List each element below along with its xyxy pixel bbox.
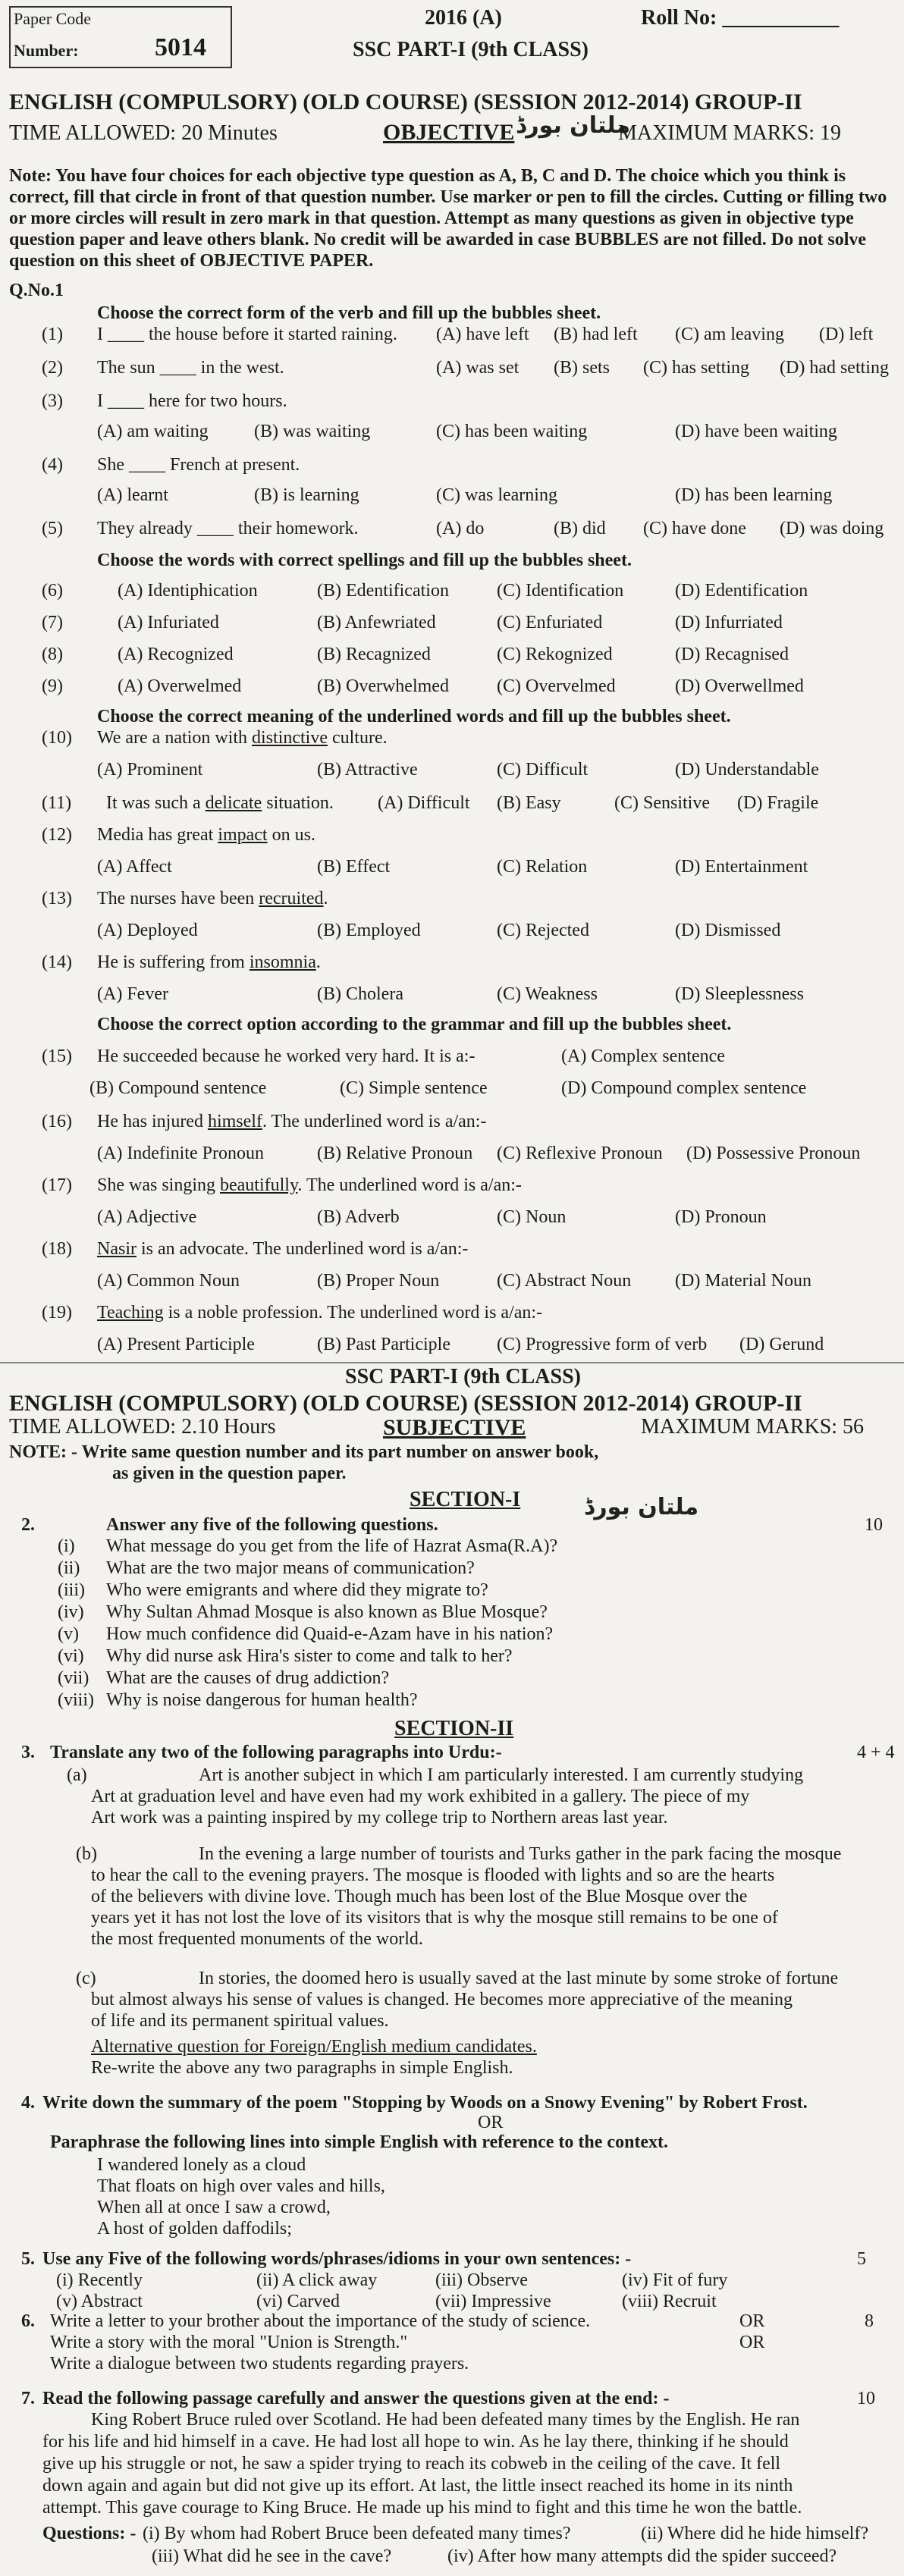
paragraph-b-line: years yet it has not lost the love of its visitors that is why the mosque still remains to be one of (91, 1908, 778, 1928)
q3-heading: Translate any two of the following paragraphs into Urdu:- (50, 1743, 502, 1762)
q6-or-2: OR (739, 2333, 765, 2352)
option-c: (C) Weakness (497, 984, 598, 1004)
option-a: (A) Recognized (118, 645, 234, 664)
instruction-grammar: Choose the correct option according to the grammar and fill up the bubbles sheet. (97, 1015, 732, 1034)
question-number-label: (17) (42, 1175, 72, 1195)
paper-code-label: Paper Code (14, 9, 92, 28)
option-c: (C) was learning (436, 485, 557, 505)
option-c: (C) Relation (497, 857, 588, 877)
q5-word: (ii) A click away (256, 2270, 378, 2290)
subjective-heading: SUBJECTIVE (383, 1415, 526, 1440)
option-b: (B) is learning (254, 485, 359, 505)
q5-marks: 5 (857, 2249, 866, 2269)
option-b: (B) Overwhelmed (317, 676, 449, 696)
q7-question-1: (i) By whom had Robert Bruce been defeated many times? (143, 2524, 571, 2543)
q5-word: (v) Abstract (56, 2292, 143, 2311)
option-a: (A) Indefinite Pronoun (97, 1144, 264, 1163)
question-number-label: (14) (42, 952, 72, 972)
option-d: (D) was doing (780, 519, 884, 538)
question-number-label: (16) (42, 1112, 72, 1131)
objective-heading: OBJECTIVE (383, 120, 515, 145)
option-c: (C) Noun (497, 1207, 567, 1227)
option-a: (A) do (436, 519, 485, 538)
paragraph-c-line: of life and its permanent spiritual values. (91, 2011, 389, 2031)
question-text: I ____ the house before it started raining. (97, 325, 397, 344)
q7-questions-label: Questions: - (42, 2524, 137, 2543)
paper-year: 2016 (A) (425, 6, 502, 30)
section-1-heading: SECTION-I (410, 1488, 521, 1511)
paragraph-c-label: (c) (76, 1969, 96, 1988)
q6-number: 6. (21, 2311, 35, 2331)
question-text: Media has great impact on us. (97, 825, 315, 845)
question-number-label: (9) (42, 676, 63, 696)
option-b: (B) had left (554, 325, 638, 344)
q3-number: 3. (21, 1743, 35, 1762)
objective-marks: MAXIMUM MARKS: 19 (618, 121, 842, 145)
poem-line: That floats on high over vales and hills, (97, 2176, 385, 2196)
option-b: (B) Past Participle (317, 1335, 450, 1354)
q2-item-text: Why did nurse ask Hira's sister to come and talk to her? (106, 1646, 513, 1666)
poem-line: A host of golden daffodils; (97, 2219, 292, 2239)
q6-marks: 8 (865, 2311, 874, 2331)
option-c: (C) Progressive form of verb (497, 1335, 708, 1354)
paragraph-a-line: Art work was a painting inspired by my college trip to Northern areas last year. (91, 1808, 668, 1828)
q5-word: (viii) Recruit (622, 2292, 717, 2311)
option-b: (B) Cholera (317, 984, 403, 1004)
q4-number: 4. (21, 2093, 35, 2113)
option-a: (A) Affect (97, 857, 172, 877)
option-b: (B) Easy (497, 793, 561, 813)
q5-heading: Use any Five of the following words/phrases/idioms in your own sentences: - (42, 2249, 632, 2269)
option-b: (B) did (554, 519, 606, 538)
instruction-verb-form: Choose the correct form of the verb and fill up the bubbles sheet. (97, 303, 601, 323)
question-number-label: (5) (42, 519, 63, 538)
question-number-label: (11) (42, 793, 72, 813)
q2-item-number: (iv) (58, 1602, 84, 1622)
question-text: She ____ French at present. (97, 455, 300, 475)
class-title: SSC PART-I (9th CLASS) (353, 38, 589, 61)
option-c: (C) Sensitive (614, 793, 710, 813)
option-c: (C) Reflexive Pronoun (497, 1144, 663, 1163)
q7-passage-line: down again and again but did not give up its effort. At last, the little insect reached its home in its ninth (42, 2476, 793, 2496)
question-text: He succeeded because he worked very hard. It is a:- (97, 1046, 476, 1066)
q2-item-number: (v) (58, 1624, 79, 1644)
option-d: (D) Material Noun (675, 1271, 811, 1291)
question-number-label: (4) (42, 455, 63, 475)
option-d: (D) Edentification (675, 581, 808, 601)
q7-question-4: (iv) After how many attempts did the spider succeed? (447, 2546, 837, 2566)
question-number-label: (8) (42, 645, 63, 664)
option-b: (B) Anfewriated (317, 613, 436, 632)
objective-board-stamp: ملتان بورڈ (516, 112, 631, 139)
q2-item-number: (iii) (58, 1580, 85, 1600)
subjective-note-line2: as given in the question paper. (112, 1464, 347, 1483)
option-d: (D) Understandable (675, 760, 819, 780)
paragraph-b-line: In the evening a large number of tourists and Turks gather in the park facing the mosque (199, 1844, 842, 1864)
q2-number: 2. (21, 1515, 35, 1535)
paragraph-a-line: Art at graduation level and have even had my work exhibited in a gallery. The piece of my (91, 1787, 750, 1806)
q2-item-text: Why is noise dangerous for human health? (106, 1690, 418, 1710)
question-number-label: (12) (42, 825, 72, 845)
option-a: (A) am waiting (97, 422, 209, 441)
question-text: Nasir is an advocate. The underlined word is a/an:- (97, 1239, 469, 1259)
q2-item-text: Who were emigrants and where did they migrate to? (106, 1580, 488, 1600)
subjective-marks: MAXIMUM MARKS: 56 (641, 1415, 865, 1439)
question-number-label: (10) (42, 728, 72, 748)
q2-item-number: (vii) (58, 1668, 89, 1688)
q6-dialogue-option: Write a dialogue between two students regarding prayers. (50, 2354, 469, 2374)
poem-line: I wandered lonely as a cloud (97, 2155, 306, 2175)
paragraph-b-line: of the believers with divine love. Though much has been lost of the Blue Mosque over the (91, 1887, 748, 1906)
option-d: (D) had setting (780, 358, 889, 378)
q4-heading: Write down the summary of the poem "Stopping by Woods on a Snowy Evening" by Robert Frost. (42, 2093, 808, 2113)
q2-item-number: (i) (58, 1536, 75, 1556)
option-d: (D) Dismissed (675, 921, 781, 940)
question-number-label: (13) (42, 889, 72, 908)
q7-passage-line: attempt. This gave courage to King Bruce. He made up his mind to fight and this time he won the battle. (42, 2498, 802, 2518)
q7-number: 7. (21, 2389, 35, 2408)
question-text: The nurses have been recruited. (97, 889, 328, 908)
option-b: (B) Adverb (317, 1207, 400, 1227)
q2-item-text: What message do you get from the life of Hazrat Asma(R.A)? (106, 1536, 558, 1556)
option-a: (A) Common Noun (97, 1271, 240, 1291)
question-text: We are a nation with distinctive culture. (97, 728, 388, 748)
option-b: (B) Effect (317, 857, 391, 877)
instruction-spellings: Choose the words with correct spellings and fill up the bubbles sheet. (97, 551, 632, 570)
option-a: (A) Present Participle (97, 1335, 255, 1354)
q5-word: (i) Recently (56, 2270, 143, 2290)
q6-story-option: Write a story with the moral "Union is Strength." (50, 2333, 408, 2352)
option-b: (B) Proper Noun (317, 1271, 440, 1291)
option-c: (C) Identification (497, 581, 624, 601)
question-text: The sun ____ in the west. (97, 358, 284, 378)
option-a: (A) Identiphication (118, 581, 258, 601)
option-a: (A) learnt (97, 485, 168, 505)
q5-word: (iv) Fit of fury (622, 2270, 728, 2290)
option-b: (B) was waiting (254, 422, 371, 441)
q2-item-text: What are the causes of drug addiction? (106, 1668, 390, 1688)
option-c: (C) Abstract Noun (497, 1271, 632, 1291)
q7-question-3: (iii) What did he see in the cave? (152, 2546, 392, 2566)
option-a: (A) Deployed (97, 921, 198, 940)
option-d: (D) Overwellmed (675, 676, 804, 696)
option-d: (D) Sleeplessness (675, 984, 804, 1004)
q5-word: (vii) Impressive (435, 2292, 551, 2311)
section-divider (0, 1362, 904, 1363)
option-d: (D) Entertainment (675, 857, 808, 877)
question-text: I ____ here for two hours. (97, 391, 287, 411)
option-c: (C) Difficult (497, 760, 589, 780)
option-d: (D) Gerund (739, 1335, 824, 1354)
objective-subject-line: ENGLISH (COMPULSORY) (OLD COURSE) (SESSION 2012-2014) GROUP-II (9, 89, 802, 115)
objective-time: TIME ALLOWED: 20 Minutes (9, 121, 278, 145)
q5-word: (vi) Carved (256, 2292, 340, 2311)
question-text: They already ____ their homework. (97, 519, 359, 538)
subjective-time: TIME ALLOWED: 2.10 Hours (9, 1415, 276, 1439)
subjective-board-stamp: ملتان بورڈ (584, 1494, 699, 1520)
rewrite-instruction: Re-write the above any two paragraphs in simple English. (91, 2058, 513, 2078)
question-number: Q.No.1 (9, 281, 64, 300)
q4-paraphrase-heading: Paraphrase the following lines into simple English with reference to the context. (50, 2132, 669, 2152)
instruction-meanings: Choose the correct meaning of the underlined words and fill up the bubbles sheet. (97, 707, 731, 726)
question-number-label: (19) (42, 1303, 72, 1323)
q5-number: 5. (21, 2249, 35, 2269)
question-text: It was such a delicate situation. (106, 793, 334, 813)
paper-code-value: 5014 (155, 33, 206, 61)
q7-heading: Read the following passage carefully and answer the questions given at the end: - (42, 2389, 670, 2408)
roll-number-field: Roll No: ___________ (641, 6, 840, 30)
q2-heading: Answer any five of the following questions. (106, 1515, 438, 1535)
option-c: (C) Rekognized (497, 645, 613, 664)
option-d: (D) has been learning (675, 485, 833, 505)
q3-marks: 4 + 4 (857, 1743, 895, 1762)
paragraph-c-line: but almost always his sense of values is changed. He becomes more appreciative of the meaning (91, 1990, 793, 2010)
subjective-class-title: SSC PART-I (9th CLASS) (345, 1365, 581, 1388)
option-b: (B) Recagnized (317, 645, 431, 664)
option-c: (C) have done (643, 519, 746, 538)
question-number-label: (18) (42, 1239, 72, 1259)
question-text: Teaching is a noble profession. The underlined word is a/an:- (97, 1303, 543, 1323)
option-d: (D) Pronoun (675, 1207, 767, 1227)
option-a: (A) Complex sentence (561, 1046, 725, 1066)
q6-letter-option: Write a letter to your brother about the importance of the study of science. (50, 2311, 591, 2331)
paragraph-b-line: to hear the call to the evening prayers. The mosque is flooded with lights and so are the hearts (91, 1865, 775, 1885)
option-b: (B) Edentification (317, 581, 449, 601)
option-a: (A) Prominent (97, 760, 203, 780)
option-d: (D) Possessive Pronoun (686, 1144, 861, 1163)
paragraph-a-line: Art is another subject in which I am particularly interested. I am currently studying (199, 1765, 804, 1785)
q2-item-number: (vi) (58, 1646, 84, 1666)
question-number-label: (15) (42, 1046, 72, 1066)
q7-marks: 10 (857, 2389, 875, 2408)
alternative-question-note: Alternative question for Foreign/English medium candidates. (91, 2037, 537, 2057)
number-label: Number: (14, 41, 79, 60)
option-a: (A) was set (436, 358, 519, 378)
option-c: (C) Rejected (497, 921, 589, 940)
option-a: (A) Infuriated (118, 613, 219, 632)
q5-word: (iii) Observe (435, 2270, 528, 2290)
poem-line: When all at once I saw a crowd, (97, 2198, 331, 2217)
q7-passage-line: for his life and hid himself in a cave. He had lost all hope to win. As he lay there, thinking if he should (42, 2432, 789, 2452)
option-a: (A) have left (436, 325, 529, 344)
paragraph-b-label: (b) (76, 1844, 97, 1864)
subjective-note-line1: NOTE: - Write same question number and its part number on answer book, (9, 1442, 599, 1462)
option-c: (C) has been waiting (436, 422, 588, 441)
option-c: (C) Simple sentence (340, 1078, 488, 1098)
question-number-label: (6) (42, 581, 63, 601)
question-text: He is suffering from insomnia. (97, 952, 321, 972)
q2-item-number: (ii) (58, 1558, 80, 1578)
paragraph-b-line: the most frequented monuments of the world. (91, 1929, 423, 1949)
q2-item-text: What are the two major means of communication? (106, 1558, 475, 1578)
q2-item-text: How much confidence did Quaid-e-Azam have in his nation? (106, 1624, 554, 1644)
question-number-label: (7) (42, 613, 63, 632)
option-a: (A) Overwelmed (118, 676, 242, 696)
option-a: (A) Fever (97, 984, 168, 1004)
option-c: (C) has setting (643, 358, 749, 378)
objective-note: Note: You have four choices for each objective type question as A, B, C and D. The choice which you think is correct, fill that circle in front of that question number. Use marker or pen to fill the circles. Cutting or filling two or more circles will result in zero mark in that question. Attempt as many questions as given in objective type question paper and leave others blank. No credit will be awarded in case BUBBLES are not filled. Do not solve question on this sheet of OBJECTIVE PAPER. (9, 166, 887, 271)
q6-or-1: OR (739, 2311, 765, 2331)
question-number-label: (1) (42, 325, 63, 344)
q2-item-number: (viii) (58, 1690, 94, 1710)
question-number-label: (3) (42, 391, 63, 411)
option-d: (D) Infurriated (675, 613, 783, 632)
option-b: (B) sets (554, 358, 610, 378)
option-b: (B) Relative Pronoun (317, 1144, 473, 1163)
option-b: (B) Attractive (317, 760, 418, 780)
option-c: (C) am leaving (675, 325, 784, 344)
question-text: He has injured himself. The underlined word is a/an:- (97, 1112, 487, 1131)
q7-question-2: (ii) Where did he hide himself? (641, 2524, 869, 2543)
question-text: She was singing beautifully. The underlined word is a/an:- (97, 1175, 522, 1195)
subjective-subject-line: ENGLISH (COMPULSORY) (OLD COURSE) (SESSION 2012-2014) GROUP-II (9, 1391, 802, 1416)
q7-passage-line: give up his struggle or not, he saw a spider trying to reach its cobweb in the ceiling of the cave. It fell (42, 2454, 781, 2474)
option-a: (A) Adjective (97, 1207, 197, 1227)
option-d: (D) Recagnised (675, 645, 789, 664)
q4-or: OR (478, 2113, 504, 2132)
q2-item-text: Why Sultan Ahmad Mosque is also known as Blue Mosque? (106, 1602, 548, 1622)
option-d: (D) left (819, 325, 874, 344)
option-d: (D) have been waiting (675, 422, 837, 441)
paragraph-c-line: In stories, the doomed hero is usually saved at the last minute by some stroke of fortune (199, 1969, 839, 1988)
section-2-heading: SECTION-II (394, 1717, 514, 1740)
option-b: (B) Compound sentence (89, 1078, 267, 1098)
option-d: (D) Compound complex sentence (561, 1078, 807, 1098)
paper-code-box (9, 6, 232, 68)
option-c: (C) Enfuriated (497, 613, 603, 632)
option-b: (B) Employed (317, 921, 421, 940)
q2-marks: 10 (865, 1515, 883, 1535)
question-number-label: (2) (42, 358, 63, 378)
option-d: (D) Fragile (737, 793, 819, 813)
paragraph-a-label: (a) (67, 1765, 87, 1785)
q7-passage-line: King Robert Bruce ruled over Scotland. He had been defeated many times by the English. He ran (91, 2410, 800, 2430)
option-a: (A) Difficult (378, 793, 470, 813)
option-c: (C) Overvelmed (497, 676, 616, 696)
